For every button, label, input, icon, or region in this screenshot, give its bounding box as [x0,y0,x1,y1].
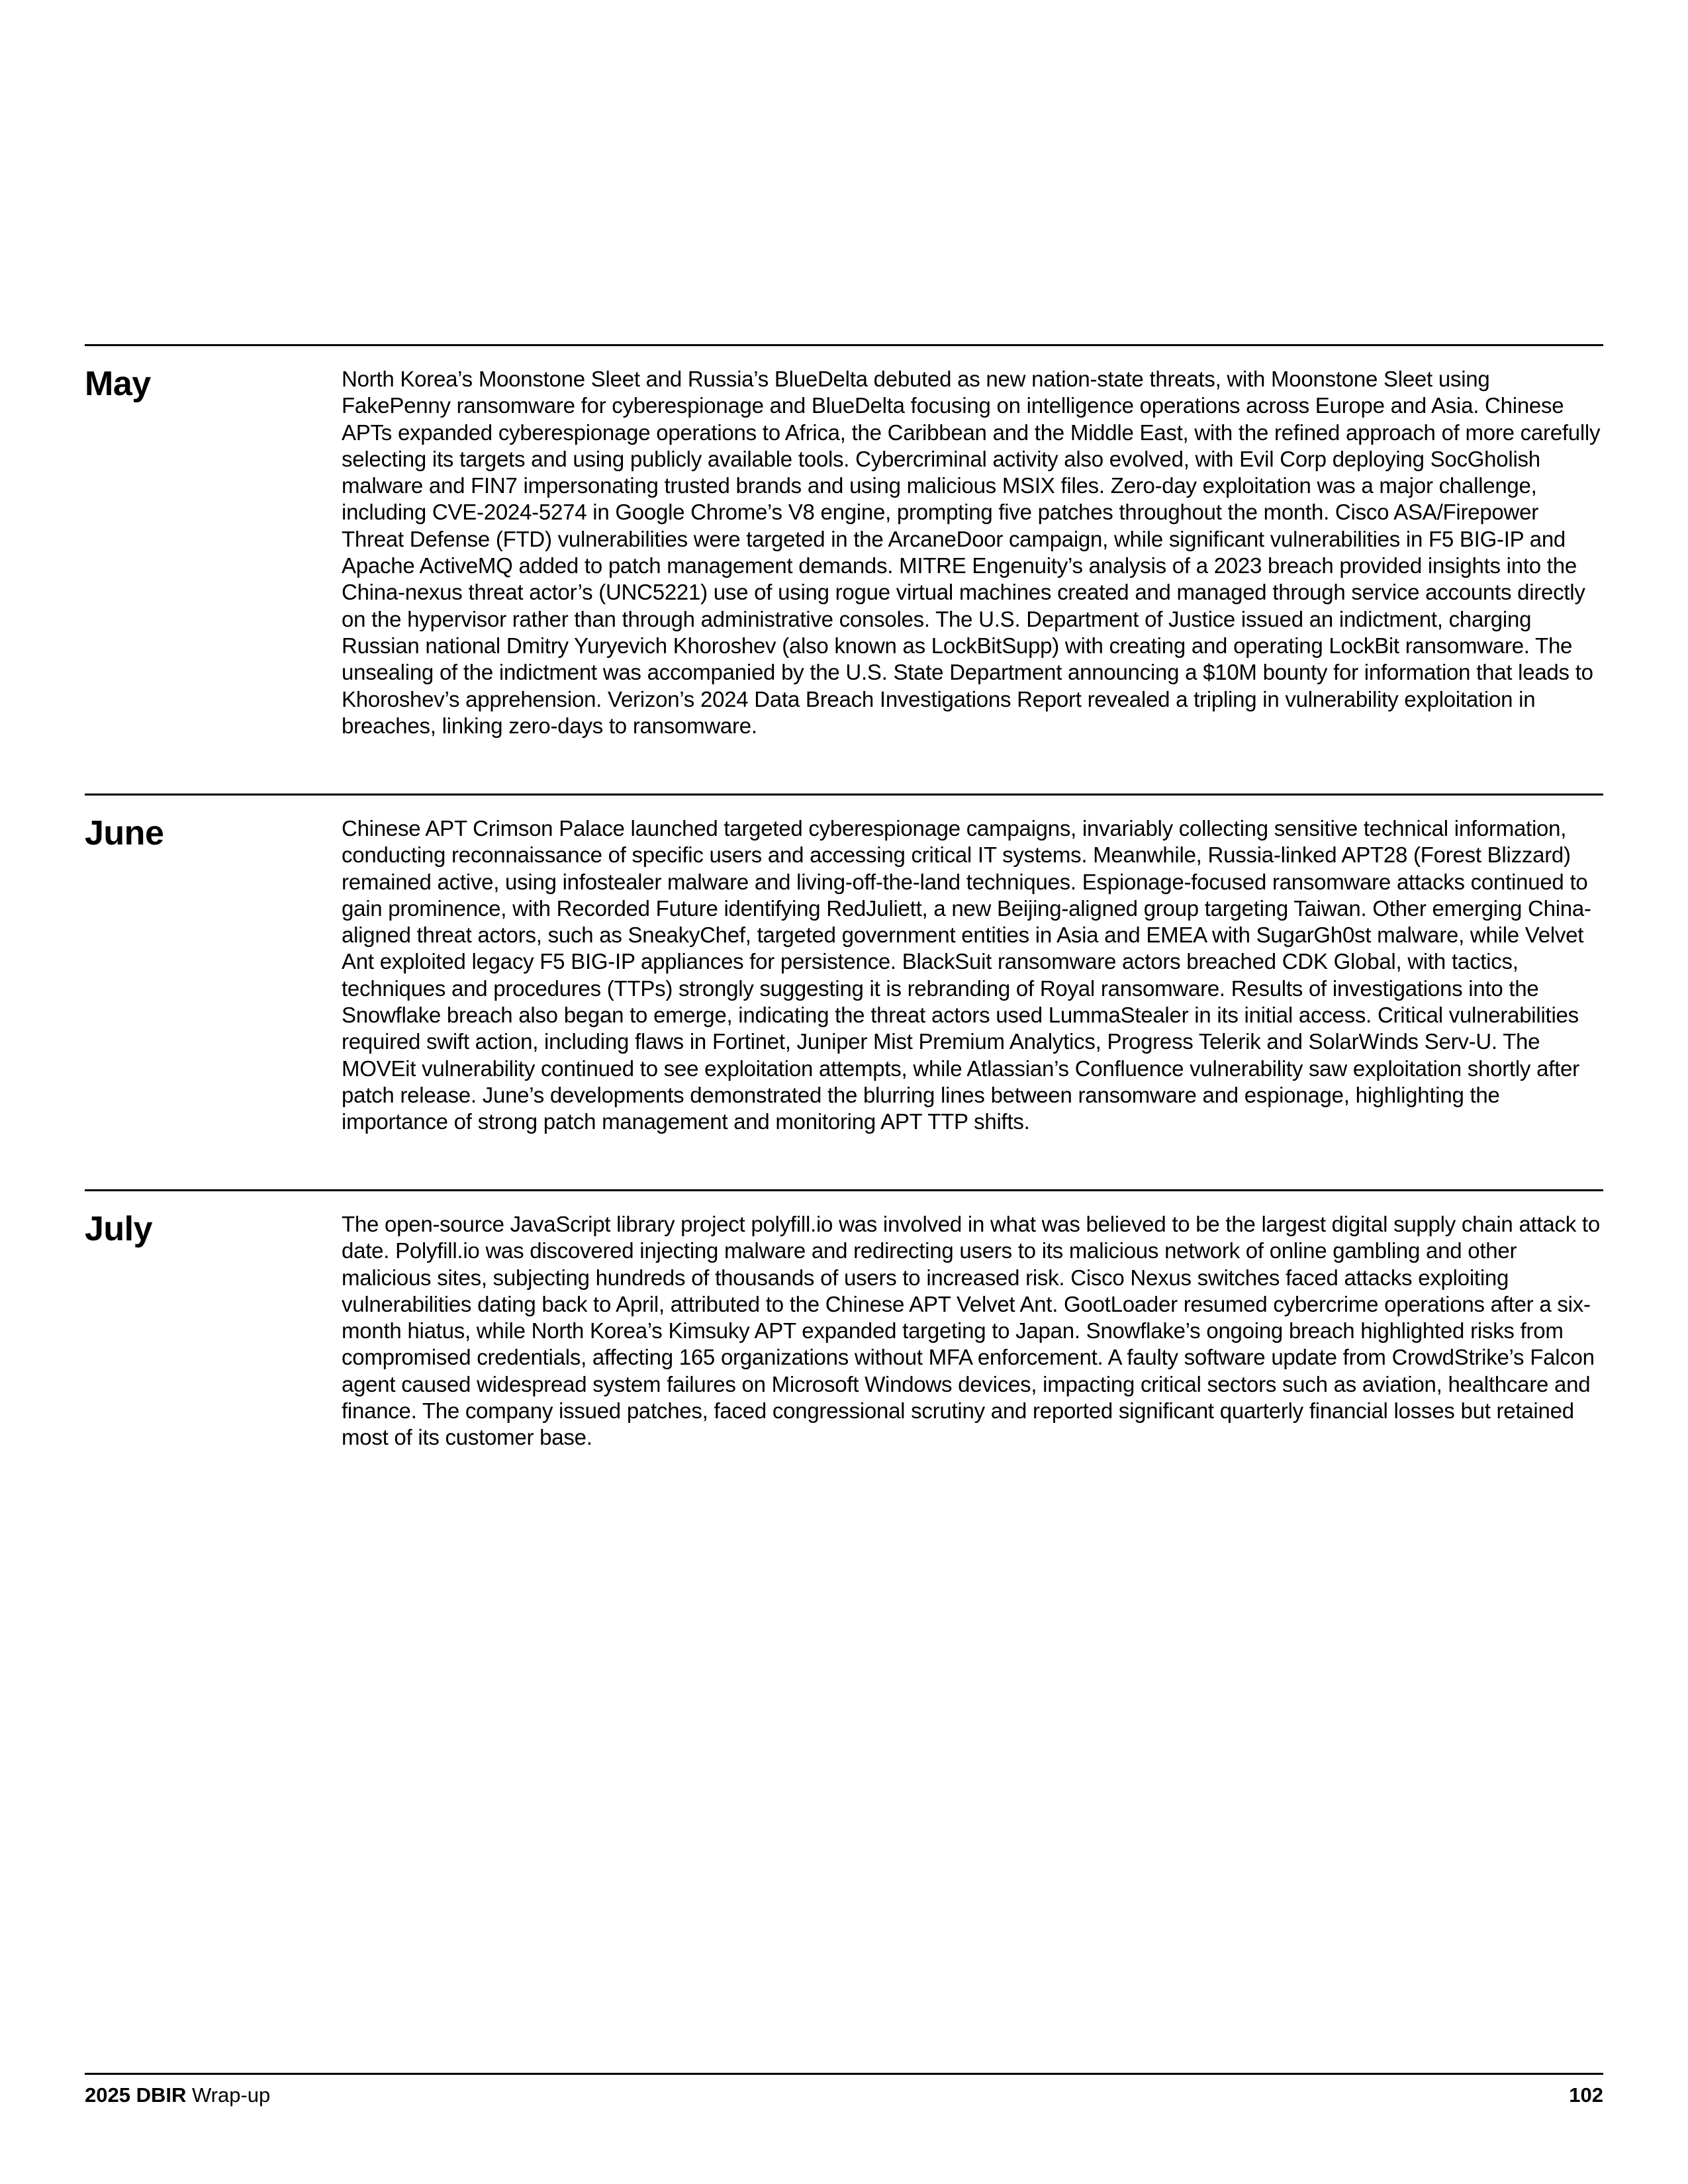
footer-report-suffix: Wrap-up [186,2083,271,2107]
month-body-june: Chinese APT Crimson Palace launched targeted cyberespionage campaigns, invariably collecting sensitive technical information, conducting reconnaissance of specific users and accessing critical IT systems. Meanwhile, Russia-linked APT28 (Forest Blizzard) remained active, using infostealer malware and living-off-the-land techniques. Espionage-focused ransomware attacks continued to gain prominence, with Recorded Future identifying RedJuliett, a new Beijing-aligned group targeting Taiwan. Other emerging China-aligned threat actors, such as SneakyChef, targeted government entities in Asia and EMEA with SugarGh0st malware, while Velvet Ant exploited legacy F5 BIG-IP appliances for persistence. BlackSuit ransomware actors breached CDK Global, with tactics, techniques and procedures (TTPs) strongly suggesting it is rebranding of Royal ransomware. Results of investigations into the Snowflake breach also began to emerge, indicating the threat actors used LummaStealer in its initial access. Critical vulnerabilities required swift action, including flaws in Fortinet, Juniper Mist Premium Analytics, Progress Telerik and SolarWinds Serv-U. The MOVEit vulnerability continued to see exploitation attempts, while Atlassian’s Confluence vulnerability saw exploitation shortly after patch release. June’s developments demonstrated the blurring lines between ransomware and espionage, highlighting the importance of strong patch management and monitoring APT TTP shifts. [342,816,1591,1134]
month-heading-june: June [85,814,164,852]
month-heading-july: July [85,1210,153,1248]
footer-divider [85,2073,1603,2075]
footer-report-year: 2025 DBIR [85,2083,187,2107]
section-divider-june [85,794,1603,796]
month-body-july: The open-source JavaScript library project polyfill.io was involved in what was believed to be the largest digital supply chain attack to date. Polyfill.io was discovered injecting malware and redirecting users to its malicious network of online gambling and other malicious sites, subjecting hundreds of thousands of users to increased risk. Cisco Nexus switches faced attacks exploiting vulnerabilities dating back to April, attributed to the Chinese APT Velvet Ant. GootLoader resumed cybercrime operations after a six-month hiatus, while North Korea’s Kimsuky APT expanded targeting to Japan. Snowflake’s ongoing breach highlighted risks from compromised credentials, affecting 165 organizations without MFA enforcement. A faulty software update from CrowdStrike’s Falcon agent caused widespread system failures on Microsoft Windows devices, impacting critical sectors such as aviation, healthcare and finance. The company issued patches, faced congressional scrutiny and reported significant quarterly financial losses but retained most of its customer base. [342,1212,1600,1450]
page-number: 102 [1569,2083,1603,2107]
section-divider-may [85,344,1603,346]
month-body-may: North Korea’s Moonstone Sleet and Russia’s BlueDelta debuted as new nation-state threats, with Moonstone Sleet using FakePenny ransomware for cyberespionage and BlueDelta focusing on intelligence operations across Europe and Asia. Chinese APTs expanded cyberespionage operations to Africa, the Caribbean and the Middle East, with the refined approach of more carefully selecting its targets and using publicly available tools. Cybercriminal activity also evolved, with Evil Corp deploying SocGholish malware and FIN7 impersonating trusted brands and using malicious MSIX files. Zero-day exploitation was a major challenge, including CVE-2024-5274 in Google Chrome’s V8 engine, prompting five patches throughout the month. Cisco ASA/Firepower Threat Defense (FTD) vulnerabilities were targeted in the ArcaneDoor campaign, while significant vulnerabilities in F5 BIG-IP and Apache ActiveMQ added to patch management demands. MITRE Engenuity’s analysis of a 2023 breach provided insights into the China-nexus threat actor’s (UNC5221) use of using rogue virtual machines created and managed through service accounts directly on the hypervisor rather than through administrative consoles. The U.S. Department of Justice issued an indictment, charging Russian national Dmitry Yuryevich Khoroshev (also known as LockBitSupp) with creating and operating LockBit ransomware. The unsealing of the indictment was accompanied by the U.S. State Department announcing a $10M bounty for information that leads to Khoroshev’s apprehension. Verizon’s 2024 Data Breach Investigations Report revealed a tripling in vulnerability exploitation in breaches, linking zero-days to ransomware. [342,367,1601,738]
footer-report-title [85,2083,270,2107]
section-divider-july [85,1189,1603,1191]
month-heading-may: May [85,365,151,403]
